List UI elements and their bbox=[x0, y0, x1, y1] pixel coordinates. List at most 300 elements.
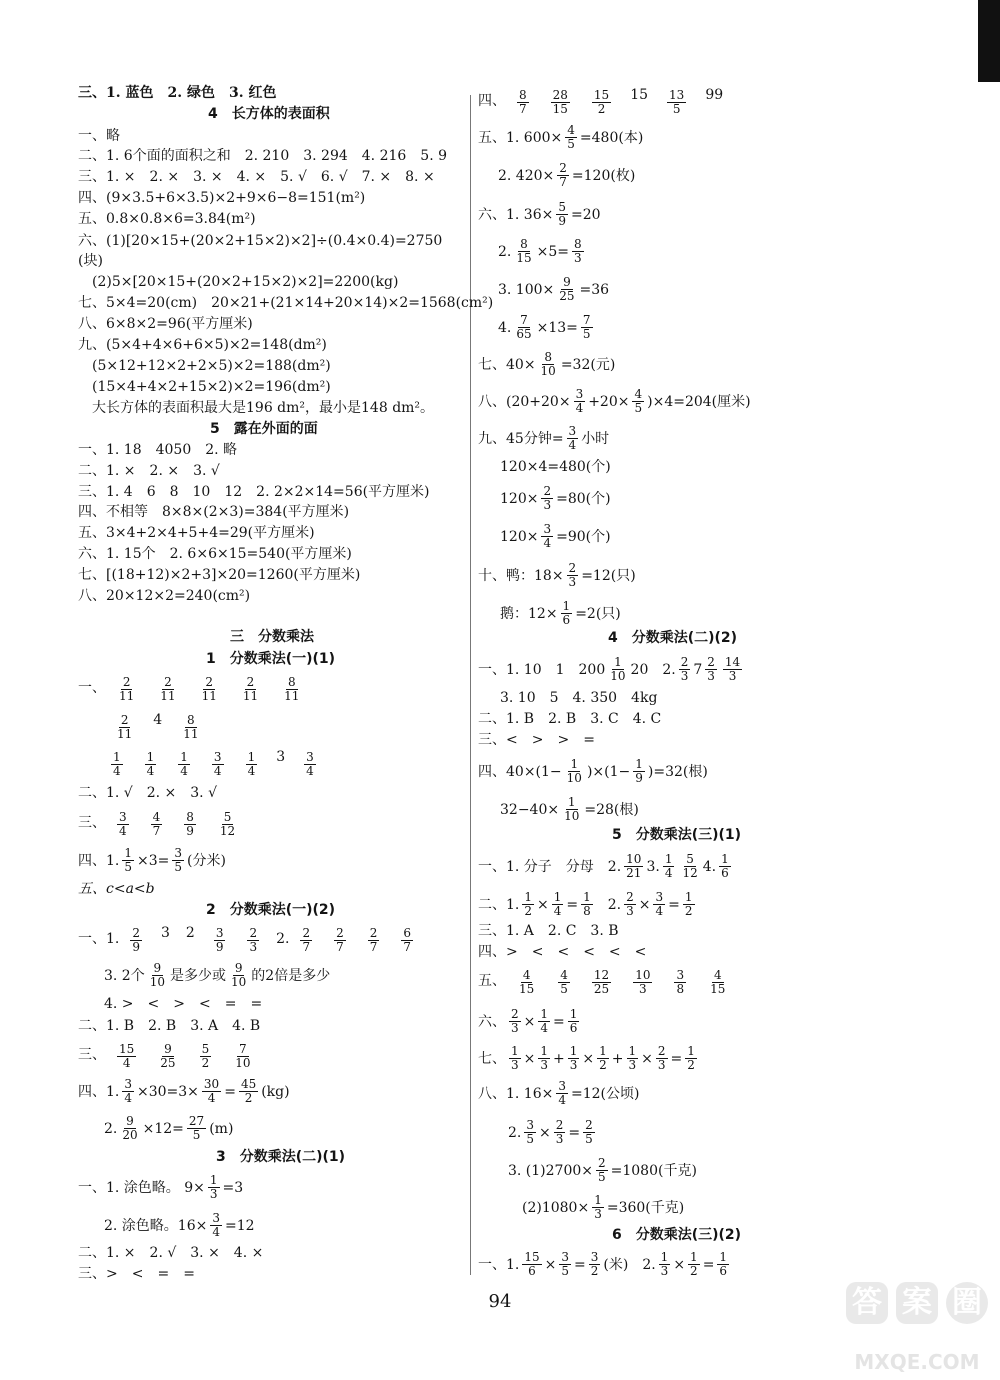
fraction bbox=[148, 962, 167, 989]
denominator: 2 bbox=[599, 1058, 607, 1072]
denominator: 3 bbox=[249, 940, 258, 954]
text: )×4=204(厘米) bbox=[647, 393, 751, 410]
fraction bbox=[111, 751, 123, 778]
equation-line bbox=[500, 485, 611, 512]
numerator: 1 bbox=[209, 1173, 218, 1187]
denominator: 3 bbox=[680, 669, 689, 683]
equation-line bbox=[508, 1119, 598, 1146]
list-item: 2 bbox=[185, 925, 195, 941]
text: =12 bbox=[225, 1217, 255, 1234]
list-item bbox=[297, 927, 315, 954]
denominator: 3 bbox=[569, 1058, 578, 1072]
answer-line: 六、1. 15个 2. 6×6×15=540(平方厘米) bbox=[78, 546, 352, 562]
denominator: 9 bbox=[558, 214, 566, 228]
fraction bbox=[247, 927, 259, 954]
fraction-row bbox=[78, 924, 424, 954]
answer-line: 五、3×4+2×4+5+4=29(平方厘米) bbox=[78, 525, 315, 541]
denominator: 11 bbox=[117, 727, 133, 741]
numerator: 2 bbox=[585, 1118, 593, 1132]
fraction bbox=[229, 962, 248, 989]
numerator: 2 bbox=[626, 890, 634, 904]
answer-line: 三、1. 4 6 8 10 12 2. 2×2×14=56(平方厘米) bbox=[78, 484, 430, 500]
equation-line bbox=[478, 1251, 732, 1278]
denominator: 3 bbox=[660, 1264, 669, 1278]
section-heading: 4 分数乘法(二)(2) bbox=[608, 630, 738, 646]
denominator: 5 bbox=[582, 327, 591, 341]
denominator: 15 bbox=[519, 982, 535, 996]
denominator: 20 bbox=[122, 1128, 138, 1142]
fraction-list bbox=[104, 711, 211, 741]
list-item bbox=[114, 811, 132, 838]
fraction bbox=[659, 1251, 671, 1278]
list-item bbox=[705, 969, 730, 996]
fraction bbox=[685, 1045, 697, 1072]
denominator: 5 bbox=[634, 401, 643, 415]
fraction bbox=[184, 811, 196, 838]
fraction-row bbox=[478, 86, 731, 116]
row-label: 一、1. bbox=[78, 931, 120, 947]
answer-line: 3. 10 5 4. 350 4kg bbox=[500, 690, 658, 706]
numerator: 7 bbox=[239, 1042, 247, 1056]
equation-line bbox=[478, 388, 751, 415]
numerator: 1 bbox=[664, 852, 673, 866]
equation-line bbox=[478, 351, 615, 378]
list-item bbox=[211, 927, 229, 954]
text: 4. bbox=[498, 319, 512, 336]
denominator: 4 bbox=[575, 401, 584, 415]
unit-heading: 三 分数乘法 bbox=[230, 629, 314, 645]
answer-line: (5×12+12×2+2×5)×2=188(dm²) bbox=[92, 358, 331, 374]
numerator: 2 bbox=[369, 926, 378, 940]
fraction bbox=[202, 1078, 221, 1105]
list-item bbox=[589, 89, 614, 116]
equation-line bbox=[498, 314, 596, 341]
numerator: 8 bbox=[287, 675, 296, 689]
denominator: 9 bbox=[132, 940, 140, 954]
equation-line bbox=[508, 1157, 697, 1184]
list-item bbox=[197, 676, 222, 703]
text: 六、 bbox=[478, 1013, 506, 1030]
numerator: 2 bbox=[132, 926, 140, 940]
denominator: 3 bbox=[568, 575, 577, 589]
denominator: 9 bbox=[215, 940, 224, 954]
fraction bbox=[218, 811, 237, 838]
answer-line: 一、略 bbox=[78, 128, 120, 144]
numerator: 1 bbox=[113, 750, 121, 764]
text: 4. bbox=[702, 858, 717, 875]
list-item bbox=[178, 714, 203, 741]
fraction bbox=[401, 927, 413, 954]
text: =2(只) bbox=[575, 605, 621, 622]
fraction-row bbox=[100, 748, 327, 778]
fraction bbox=[653, 891, 665, 918]
text: 七、 bbox=[478, 1050, 506, 1067]
equation-line bbox=[498, 238, 587, 265]
list-item bbox=[664, 89, 689, 116]
fraction bbox=[554, 1119, 566, 1146]
fraction bbox=[597, 1045, 609, 1072]
text: (米) 2. bbox=[603, 1256, 656, 1273]
denominator: 11 bbox=[119, 689, 135, 703]
fraction-row bbox=[478, 966, 738, 996]
numerator: 5 bbox=[558, 200, 566, 214]
fraction bbox=[581, 891, 593, 918]
text: × bbox=[537, 896, 549, 913]
fraction bbox=[538, 1045, 550, 1072]
denominator: 2 bbox=[684, 904, 693, 918]
fraction bbox=[583, 1119, 595, 1146]
text: =12(只) bbox=[581, 567, 636, 584]
text: + bbox=[553, 1050, 565, 1067]
fraction bbox=[688, 1251, 700, 1278]
list-item bbox=[243, 751, 261, 778]
numerator: 15 bbox=[119, 1042, 135, 1056]
equation-line bbox=[104, 1115, 233, 1142]
text: = bbox=[668, 896, 680, 913]
fraction bbox=[181, 714, 200, 741]
text: 2. bbox=[104, 1120, 118, 1137]
answer-line: 三、< > > = bbox=[478, 732, 595, 748]
denominator: 4 bbox=[247, 764, 256, 778]
denominator: 4 bbox=[207, 1091, 216, 1105]
text: 2. bbox=[607, 896, 622, 913]
answer-line: 二、1. B 2. B 3. C 4. C bbox=[478, 711, 662, 727]
text: × bbox=[523, 1050, 536, 1067]
answer-line: 三、1. 蓝色 2. 绿色 3. 红色 bbox=[78, 85, 277, 101]
denominator: 3 bbox=[594, 1207, 602, 1221]
fraction bbox=[178, 751, 190, 778]
denominator: 6 bbox=[562, 613, 571, 627]
answer-line: 一、1. 18 4050 2. 略 bbox=[78, 442, 238, 458]
numerator: 4 bbox=[634, 387, 643, 401]
denominator: 10 bbox=[540, 364, 556, 378]
fraction bbox=[538, 1008, 550, 1035]
list-item bbox=[114, 1043, 139, 1070]
watermark-char: 圈 bbox=[946, 1282, 988, 1324]
text: =80(个) bbox=[556, 490, 611, 507]
numerator: 3 bbox=[119, 810, 127, 824]
fraction bbox=[624, 891, 636, 918]
text: = bbox=[702, 1256, 715, 1273]
fraction bbox=[667, 89, 686, 116]
denominator: 11 bbox=[201, 689, 217, 703]
text: 一、1. bbox=[478, 1256, 520, 1273]
equation-line bbox=[478, 1008, 582, 1035]
row-label: 三、 bbox=[78, 1047, 106, 1063]
fraction bbox=[145, 751, 157, 778]
text: 八、1. 16× bbox=[478, 1085, 554, 1102]
denominator: 4 bbox=[558, 1093, 566, 1107]
denominator: 4 bbox=[655, 904, 664, 918]
equation-line bbox=[500, 523, 611, 550]
fraction bbox=[723, 656, 742, 683]
equation-line bbox=[498, 162, 635, 189]
row-label: 五、 bbox=[478, 973, 506, 989]
numerator: 1 bbox=[569, 1007, 578, 1021]
text: =12(公顷) bbox=[571, 1085, 640, 1102]
denominator: 4 bbox=[664, 866, 673, 880]
watermark-char: 答 bbox=[846, 1282, 888, 1324]
text: × bbox=[544, 1256, 557, 1273]
fraction bbox=[541, 485, 553, 512]
numerator: 2 bbox=[680, 655, 689, 669]
text: 7 bbox=[693, 661, 703, 678]
denominator: 3 bbox=[657, 1058, 666, 1072]
denominator: 3 bbox=[209, 1187, 218, 1201]
denominator: 4 bbox=[306, 764, 314, 778]
answer-line: 九、(5×4+4×6+6×5)×2=148(dm²) bbox=[78, 337, 327, 353]
numerator: 30 bbox=[203, 1077, 220, 1091]
fraction-list bbox=[506, 86, 731, 116]
denominator: 10 bbox=[610, 669, 626, 683]
text: 六、1. 36× bbox=[478, 206, 554, 223]
denominator: 4 bbox=[113, 764, 121, 778]
section-heading: 4 长方体的表面积 bbox=[208, 106, 330, 122]
numerator: 1 bbox=[599, 1044, 607, 1058]
numerator: 10 bbox=[635, 968, 651, 982]
numerator: 4 bbox=[522, 968, 531, 982]
denominator: 7 bbox=[152, 824, 161, 838]
answer-line: 二、1. × 2. √ 3. × 4. × bbox=[78, 1245, 264, 1261]
denominator: 11 bbox=[284, 689, 300, 703]
numerator: 6 bbox=[403, 926, 412, 940]
denominator: 3 bbox=[707, 669, 715, 683]
numerator: 2 bbox=[336, 926, 344, 940]
answer-line: 四、不相等 8×8×(2×3)=384(平方厘米) bbox=[78, 504, 350, 520]
numerator: 3 bbox=[174, 846, 183, 860]
numerator: 2 bbox=[543, 484, 552, 498]
denominator: 3 bbox=[626, 904, 634, 918]
text: (m) bbox=[209, 1120, 234, 1137]
text: + bbox=[611, 1050, 624, 1067]
denominator: 15 bbox=[710, 982, 726, 996]
fraction bbox=[517, 89, 529, 116]
equation-line bbox=[498, 276, 609, 303]
numerator: 1 bbox=[511, 1044, 519, 1058]
answer-line: 七、5×4=20(cm) 20×21+(21×14+20×14)×2=1568(cm²) bbox=[78, 295, 494, 311]
numerator: 2 bbox=[559, 161, 567, 175]
denominator: 65 bbox=[516, 327, 532, 341]
list-item: 3 bbox=[276, 749, 286, 765]
fraction bbox=[233, 1043, 252, 1070]
list-item: 15 bbox=[630, 87, 649, 103]
fraction bbox=[574, 388, 586, 415]
denominator: 15 bbox=[516, 251, 532, 265]
fraction bbox=[656, 1045, 668, 1072]
list-item bbox=[365, 927, 383, 954]
numerator: 3 bbox=[124, 1077, 132, 1091]
fraction bbox=[282, 676, 301, 703]
equation-line bbox=[478, 656, 745, 683]
answer-line: 六、(1)[20×15+(20×2+15×2)×2]÷(0.4×0.4)=2750 bbox=[78, 233, 443, 249]
fraction bbox=[558, 969, 570, 996]
equation-line bbox=[522, 1194, 684, 1221]
fraction bbox=[592, 1194, 604, 1221]
text: 二、1. bbox=[478, 896, 520, 913]
list-item: 4 bbox=[153, 712, 163, 728]
denominator: 5 bbox=[192, 1128, 201, 1142]
denominator: 4 bbox=[568, 438, 577, 452]
numerator: 4 bbox=[152, 810, 161, 824]
denominator: 5 bbox=[585, 1132, 593, 1146]
answer-line: 4. > < > < = = bbox=[104, 996, 263, 1012]
numerator: 1 bbox=[540, 1007, 549, 1021]
numerator: 1 bbox=[540, 1044, 549, 1058]
denominator: 5 bbox=[174, 860, 183, 874]
text: =1080(千克) bbox=[610, 1162, 697, 1179]
numerator: 3 bbox=[306, 750, 314, 764]
text: = bbox=[224, 1083, 236, 1100]
fraction bbox=[556, 201, 568, 228]
numerator: 28 bbox=[552, 88, 568, 102]
page-number: 94 bbox=[488, 1291, 512, 1312]
fraction bbox=[212, 751, 224, 778]
text: 的2倍是多少 bbox=[251, 967, 331, 984]
fraction bbox=[674, 969, 686, 996]
fraction-list bbox=[106, 1040, 263, 1070]
denominator: 3 bbox=[639, 982, 647, 996]
list-item: 3 bbox=[161, 925, 170, 941]
text: = bbox=[670, 1050, 683, 1067]
fraction bbox=[561, 600, 573, 627]
numerator: 1 bbox=[594, 1193, 602, 1207]
fraction bbox=[608, 656, 627, 683]
denominator: 8 bbox=[676, 982, 685, 996]
fraction bbox=[572, 238, 584, 265]
text: ×5= bbox=[536, 243, 570, 260]
fraction bbox=[120, 1115, 139, 1142]
list-item bbox=[671, 969, 689, 996]
denominator: 10 bbox=[149, 975, 165, 989]
list-item bbox=[555, 969, 573, 996]
denominator: 5 bbox=[567, 137, 575, 151]
text: =90(个) bbox=[556, 528, 611, 545]
list-item bbox=[148, 811, 166, 838]
list-item bbox=[398, 927, 416, 954]
text: 2. bbox=[498, 243, 512, 260]
denominator: 4 bbox=[213, 764, 222, 778]
fraction bbox=[122, 1078, 134, 1105]
numerator: 3 bbox=[590, 1250, 599, 1264]
row-label: 2. bbox=[276, 931, 290, 947]
fraction bbox=[592, 969, 611, 996]
denominator: 25 bbox=[160, 1056, 176, 1070]
list-item bbox=[238, 676, 263, 703]
text: =120(枚) bbox=[571, 167, 636, 184]
denominator: 3 bbox=[728, 669, 737, 683]
denominator: 15 bbox=[552, 102, 568, 116]
fraction bbox=[522, 1251, 541, 1278]
numerator: 5 bbox=[686, 852, 694, 866]
text: 120× bbox=[500, 490, 539, 507]
fraction bbox=[708, 969, 727, 996]
answer-line: 二、1. √ 2. × 3. √ bbox=[78, 785, 217, 801]
section-heading: 5 分数乘法(三)(1) bbox=[612, 827, 742, 843]
fraction bbox=[719, 853, 731, 880]
list-item bbox=[197, 1043, 215, 1070]
fraction bbox=[592, 89, 611, 116]
numerator: 3 bbox=[212, 1211, 220, 1225]
list-item bbox=[114, 676, 139, 703]
numerator: 1 bbox=[684, 890, 693, 904]
fraction bbox=[705, 656, 717, 683]
fraction bbox=[680, 853, 699, 880]
answer-line: 四、(9×3.5+6×3.5)×2+9×6−8=151(m²) bbox=[78, 190, 366, 206]
fraction bbox=[509, 1008, 521, 1035]
text: × bbox=[641, 1050, 653, 1067]
section-heading: 2 分数乘法(一)(2) bbox=[206, 902, 336, 918]
numerator: 1 bbox=[628, 1044, 637, 1058]
numerator: 1 bbox=[569, 1044, 578, 1058]
fraction bbox=[559, 1251, 571, 1278]
text: 2. 涂色略。16× bbox=[104, 1217, 208, 1234]
numerator: 1 bbox=[660, 1250, 669, 1264]
denominator: 3 bbox=[543, 498, 552, 512]
text: 七、40× bbox=[478, 356, 536, 373]
list-item bbox=[108, 751, 126, 778]
denominator: 3 bbox=[628, 1058, 637, 1072]
text: 32−40× bbox=[500, 801, 560, 818]
text: 3. 100× bbox=[498, 281, 555, 298]
denominator: 5 bbox=[124, 860, 132, 874]
text: 四、1. bbox=[78, 1083, 120, 1100]
fraction-list bbox=[289, 924, 424, 954]
fraction-list bbox=[506, 966, 738, 996]
text: = bbox=[566, 896, 579, 913]
fraction bbox=[568, 1008, 580, 1035]
fraction bbox=[509, 1045, 521, 1072]
numerator: 3 bbox=[568, 424, 577, 438]
fraction bbox=[565, 758, 584, 785]
numerator: 2 bbox=[249, 926, 258, 940]
denominator: 9 bbox=[635, 771, 643, 785]
numerator: 9 bbox=[234, 961, 243, 975]
equation-line bbox=[104, 1212, 255, 1239]
list-item bbox=[279, 676, 304, 703]
numerator: 3 bbox=[558, 1079, 566, 1093]
row-label: 三、 bbox=[78, 815, 106, 831]
fraction bbox=[187, 1115, 206, 1142]
denominator: 4 bbox=[553, 904, 562, 918]
text: 3. 2个 bbox=[104, 967, 145, 984]
numerator: 2 bbox=[205, 675, 214, 689]
fraction bbox=[557, 276, 576, 303]
denominator: 2 bbox=[690, 1264, 698, 1278]
numerator: 1 bbox=[124, 846, 132, 860]
numerator: 3 bbox=[526, 1118, 534, 1132]
equation-line bbox=[478, 758, 708, 785]
fraction bbox=[683, 891, 695, 918]
numerator: 45 bbox=[240, 1077, 257, 1091]
denominator: 12 bbox=[682, 866, 698, 880]
numerator: 1 bbox=[690, 1250, 698, 1264]
section-heading: 3 分数乘法(二)(1) bbox=[216, 1149, 346, 1165]
numerator: 2 bbox=[657, 1044, 666, 1058]
fraction bbox=[304, 751, 316, 778]
text: 一、1. 涂色略。 9× bbox=[78, 1179, 205, 1196]
answer-line: 八、20×12×2=240(cm²) bbox=[78, 588, 251, 604]
numerator: 1 bbox=[247, 750, 256, 764]
list-item bbox=[630, 969, 655, 996]
fraction bbox=[117, 676, 136, 703]
fraction bbox=[241, 676, 260, 703]
numerator: 3 bbox=[655, 890, 664, 904]
denominator: 10 bbox=[231, 975, 247, 989]
fraction bbox=[567, 425, 579, 452]
answer-line: (15×4+4×2+15×2)×2=196(dm²) bbox=[92, 379, 331, 395]
equation-line bbox=[78, 847, 226, 874]
answer-line: 二、1. B 2. B 3. A 4. B bbox=[78, 1018, 261, 1034]
